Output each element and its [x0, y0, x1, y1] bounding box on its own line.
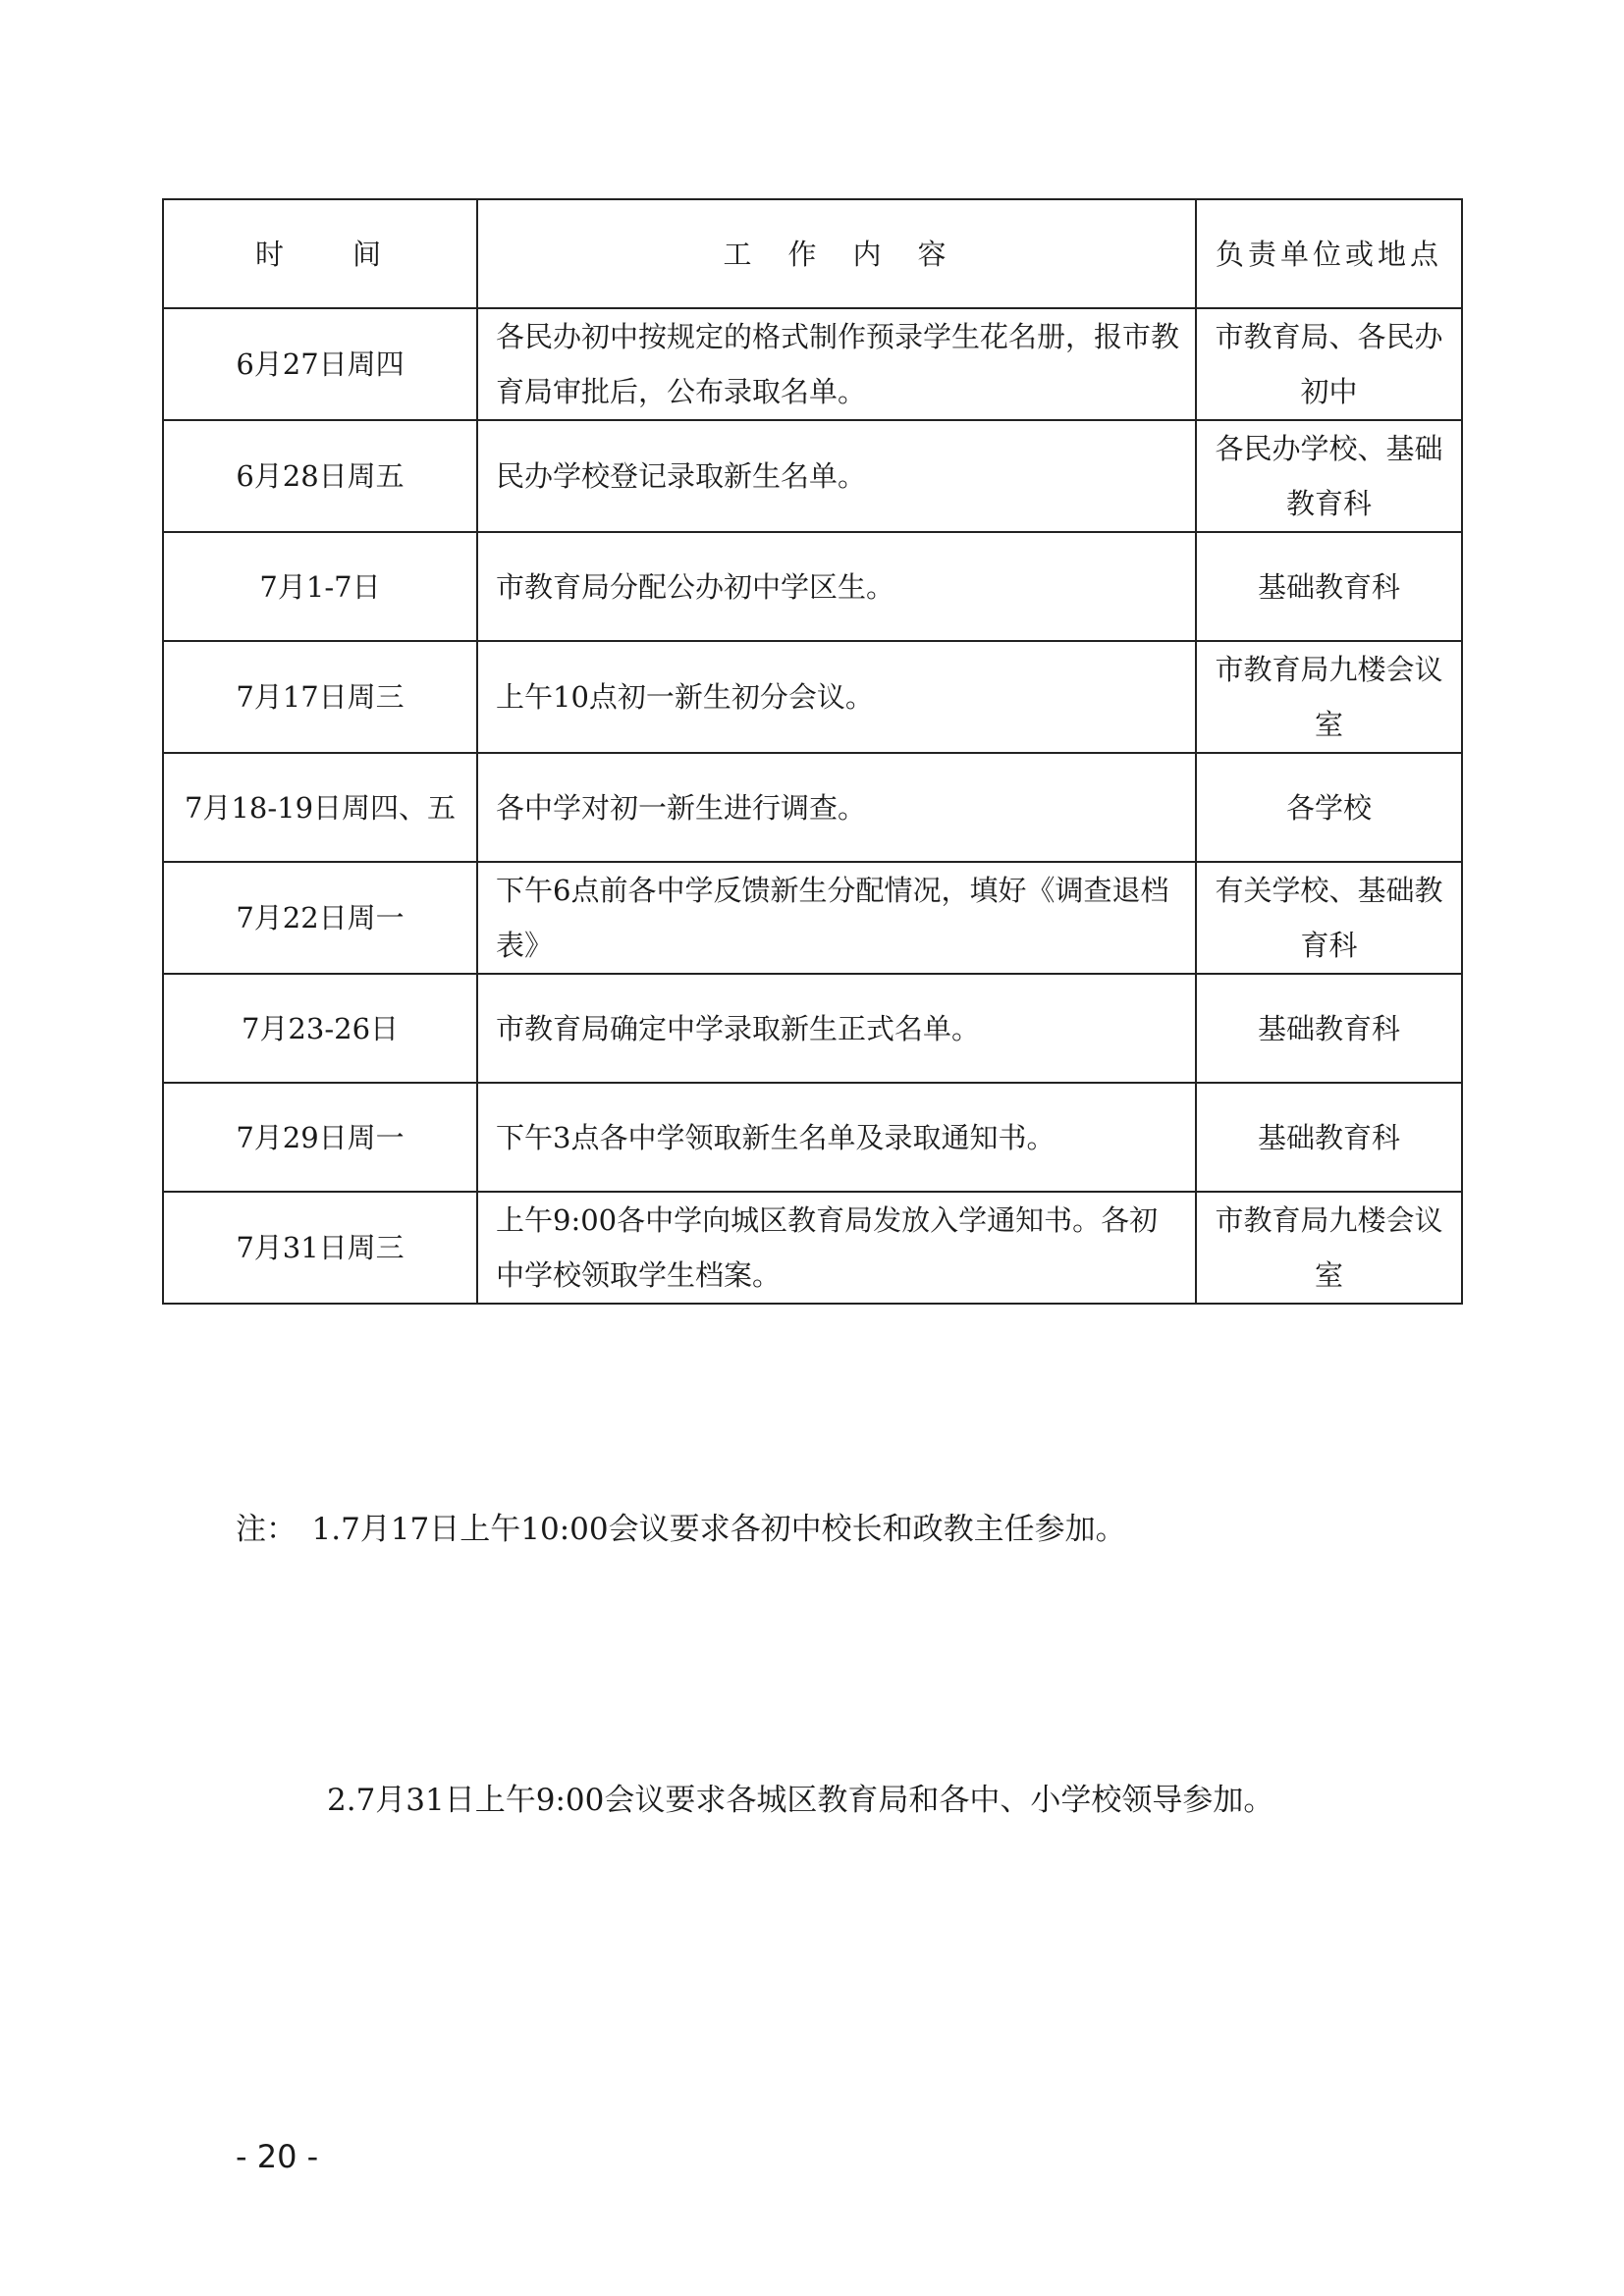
notes-section [236, 1304, 1273, 1936]
table-row [163, 1192, 1462, 1304]
content-cell: 市教育局分配公办初中学区生。 [477, 532, 1196, 641]
content-cell: 上午10点初一新生初分会议。 [477, 641, 1196, 753]
unit-cell: 基础教育科 [1196, 1083, 1462, 1192]
page-number: - 20 - [236, 2138, 319, 2175]
table-row [163, 862, 1462, 974]
note-line-2: 2.7月31日上午9:00会议要求各城区教育局和各中、小学校领导参加。 [236, 1783, 1274, 1818]
unit-cell: 基础教育科 [1196, 974, 1462, 1083]
content-cell: 民办学校登记录取新生名单。 [477, 420, 1196, 532]
table-header-row [163, 199, 1462, 308]
table-row [163, 974, 1462, 1083]
unit-cell: 市教育局、各民办初中 [1196, 308, 1462, 420]
header-time: 时 间 [163, 199, 477, 308]
note-line-1: 注： 1.7月17日上午10:00会议要求各初中校长和政教主任参加。 [236, 1512, 1126, 1547]
table-row [163, 641, 1462, 753]
header-content: 工 作 内 容 [477, 199, 1196, 308]
time-cell: 7月1-7日 [163, 532, 477, 641]
unit-cell: 基础教育科 [1196, 532, 1462, 641]
content-cell: 各民办初中按规定的格式制作预录学生花名册，报市教育局审批后，公布录取名单。 [477, 308, 1196, 420]
unit-cell: 各学校 [1196, 753, 1462, 862]
time-cell: 7月17日周三 [163, 641, 477, 753]
time-cell: 7月31日周三 [163, 1192, 477, 1304]
time-cell: 7月29日周一 [163, 1083, 477, 1192]
content-cell: 市教育局确定中学录取新生正式名单。 [477, 974, 1196, 1083]
unit-cell: 市教育局九楼会议室 [1196, 1192, 1462, 1304]
content-cell: 下午3点各中学领取新生名单及录取通知书。 [477, 1083, 1196, 1192]
content-cell: 下午6点前各中学反馈新生分配情况，填好《调查退档表》 [477, 862, 1196, 974]
time-cell: 6月27日周四 [163, 308, 477, 420]
table-row [163, 532, 1462, 641]
header-unit: 负责单位或地点 [1196, 199, 1462, 308]
content-cell: 上午9:00各中学向城区教育局发放入学通知书。各初中学校领取学生档案。 [477, 1192, 1196, 1304]
unit-cell: 各民办学校、基础教育科 [1196, 420, 1462, 532]
time-cell: 6月28日周五 [163, 420, 477, 532]
unit-cell: 市教育局九楼会议室 [1196, 641, 1462, 753]
table-row [163, 420, 1462, 532]
table-row [163, 308, 1462, 420]
table-row [163, 1083, 1462, 1192]
time-cell: 7月22日周一 [163, 862, 477, 974]
time-cell: 7月23-26日 [163, 974, 477, 1083]
content-cell: 各中学对初一新生进行调查。 [477, 753, 1196, 862]
table-row [163, 753, 1462, 862]
schedule-table [162, 198, 1463, 1305]
time-cell: 7月18-19日周四、五 [163, 753, 477, 862]
unit-cell: 有关学校、基础教育科 [1196, 862, 1462, 974]
